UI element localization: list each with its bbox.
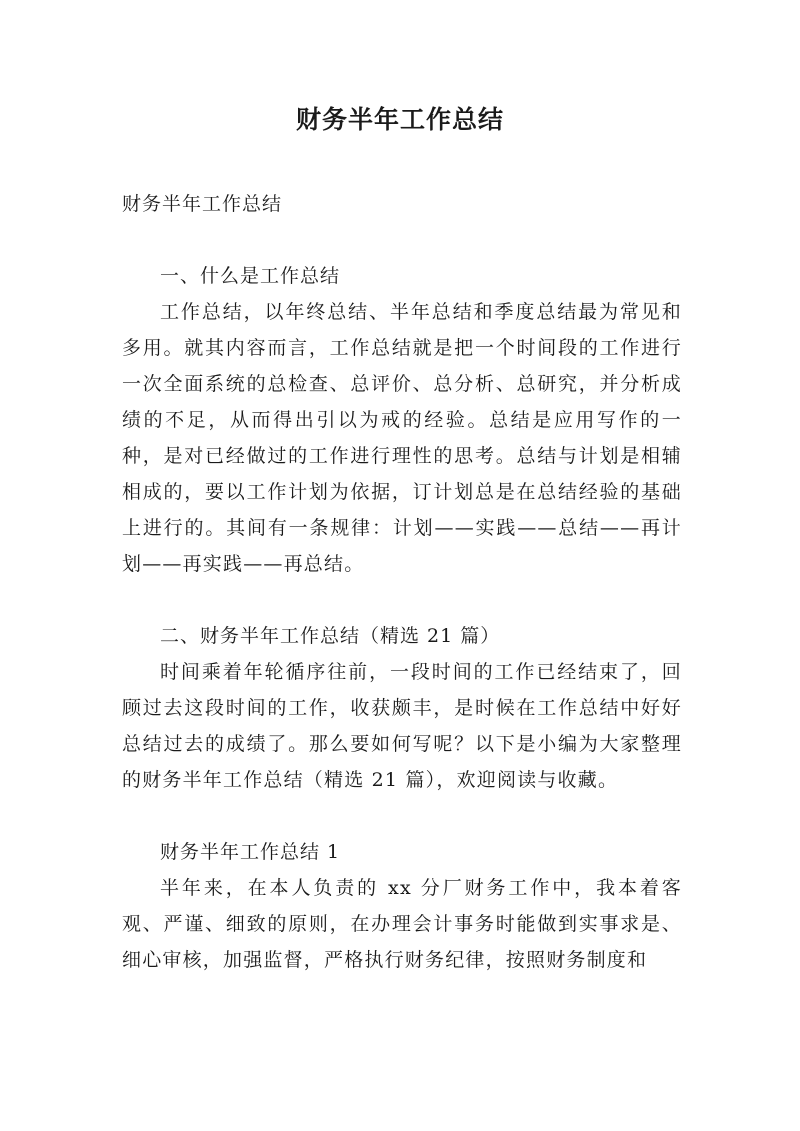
section-paragraph-summary-1: 半年来，在本人负责的 xx 分厂财务工作中，我本着客观、严谨、细致的原则，在办理会计事务时能做到实事求是、细心审核，加强监督，严格执行财务纪律，按照财务制度和 [122,877,682,971]
section-heading-summary-1: 财务半年工作总结 1 [160,841,341,863]
document-subtitle: 财务半年工作总结 [122,193,283,215]
section-paragraph-what-is-summary: 工作总结，以年终总结、半年总结和季度总结最为常见和多用。就其内容而言，工作总结就是把一个时间段的工作进行一次全面系统的总检查、总评价、总分析、总研究，并分析成绩的不足，从而得出引以为戒的经验。总结是应用写作的一种，是对已经做过的工作进行理性的思考。总结与计划是相辅相成的，要以工作计划为依据，订计划总是在总结经验的基础上进行的。其间有一条规律：计划——实践——总结——再计划——再实践——再总结。 [122,301,682,575]
paragraph-gap [122,798,682,834]
section-heading-selected-articles: 二、财务半年工作总结（精选 21 篇） [160,625,501,647]
paragraph-gap [122,582,682,618]
section-heading-what-is-summary: 一、什么是工作总结 [160,265,341,287]
document-body [122,186,682,978]
document-title: 财务半年工作总结 [295,105,504,134]
section-paragraph-selected-articles: 时间乘着年轮循序往前，一段时间的工作已经结束了，回顾过去这段时间的工作，收获颇丰，是时候在工作总结中好好总结过去的成绩了。那么要如何写呢？以下是小编为大家整理的财务半年工作总结（精选 21 篇），欢迎阅读与收藏。 [122,661,682,791]
